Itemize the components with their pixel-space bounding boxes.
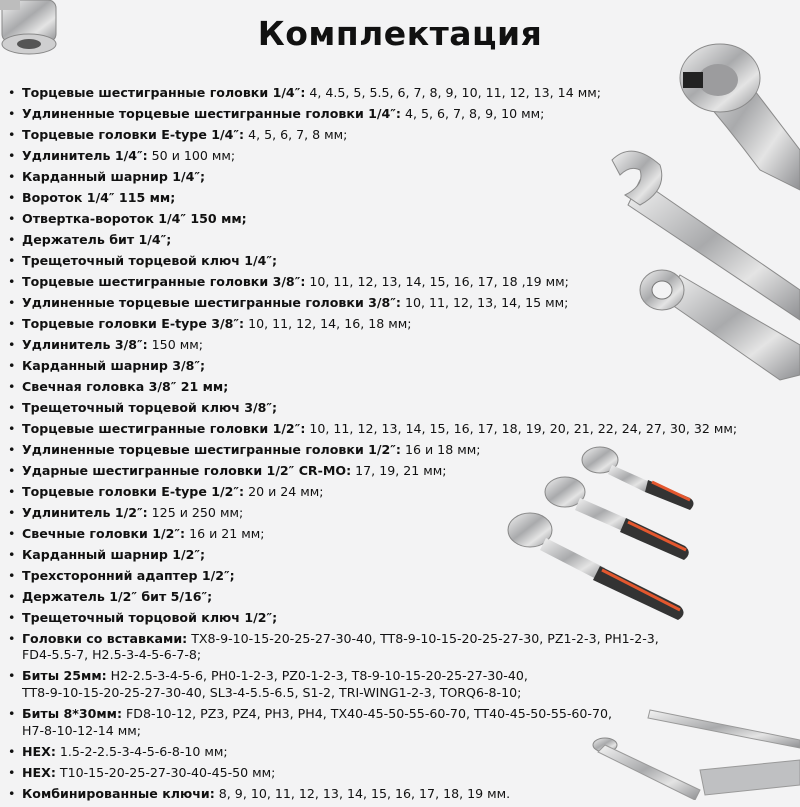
spec-name: Ударные шестигранные головки 1/2″ CR-MO:: [22, 462, 352, 478]
spec-name: Торцевые головки E-type 1/2″:: [22, 483, 245, 499]
list-item: [8, 85, 788, 102]
list-item: [8, 169, 788, 186]
spec-name: Отвертка-вороток 1/4″ 150 мм;: [22, 210, 247, 226]
list-item: [8, 568, 788, 585]
spec-name: Удлинитель 1/2″:: [22, 504, 148, 520]
spec-value: 125 и 250 мм;: [151, 504, 244, 520]
list-item: [8, 232, 788, 249]
spec-name: Держатель бит 1/4″;: [22, 231, 172, 247]
list-item: [8, 190, 788, 207]
spec-value: 150 мм;: [151, 336, 203, 352]
spec-name: Держатель 1/2″ бит 5/16″;: [22, 588, 213, 604]
list-item: [8, 295, 788, 312]
spec-name: Трещеточный торцевой ключ 1/4″;: [22, 252, 278, 268]
list-item: [8, 337, 788, 354]
list-item: [8, 127, 788, 144]
spec-value: 4, 5, 6, 7, 8 мм;: [248, 126, 348, 142]
spec-name: Биты 8*30мм:: [22, 706, 122, 722]
spec-name: HEX:: [22, 764, 56, 780]
list-item: [8, 589, 788, 606]
spec-name: Карданный шарнир 3/8″;: [22, 357, 206, 373]
spec-name: Торцевые шестигранные головки 1/4″:: [22, 85, 306, 100]
spec-value: 20 и 24 мм;: [248, 483, 324, 499]
spec-list: [8, 85, 788, 807]
spec-name: Головки со вставками:: [22, 630, 188, 646]
spec-value: H2-2.5-3-4-5-6, PH0-1-2-3, PZ0-1-2-3, T8-9-10-15-20-25-27-30-40, TT8-9-10-15-20-25-27-30-40, SL3-4-5.5-6.5, S1-2, TRI-WING1-2-3, TORQ6-8-10;: [22, 668, 528, 701]
list-item: [8, 148, 788, 165]
spec-value: 50 и 100 мм;: [151, 147, 236, 163]
page-title: Комплектация: [257, 14, 543, 53]
list-item: [8, 706, 788, 740]
spec-name: Карданный шарнир 1/2″;: [22, 546, 206, 562]
spec-name: Трещеточный торцевой ключ 3/8″;: [22, 399, 278, 415]
spec-name: Вороток 1/4″ 115 мм;: [22, 189, 176, 205]
list-item: [8, 744, 788, 761]
list-item: [8, 786, 788, 803]
list-item: [8, 463, 788, 480]
list-item: [8, 253, 788, 270]
spec-value: 1.5-2-2.5-3-4-5-6-8-10 мм;: [59, 743, 228, 759]
list-item: [8, 358, 788, 375]
spec-name: Комбинированные ключи:: [22, 785, 215, 801]
spec-name: Удлиненные торцевые шестигранные головки 3/8″:: [22, 294, 401, 310]
spec-name: Карданный шарнир 1/4″;: [22, 168, 206, 184]
list-item: [8, 547, 788, 564]
spec-name: Торцевые шестигранные головки 3/8″:: [22, 273, 306, 289]
spec-value: 16 и 21 мм;: [189, 525, 265, 541]
spec-name: Удлиненные торцевые шестигранные головки 1/4″:: [22, 105, 401, 121]
spec-value: 10, 11, 12, 13, 14, 15, 16, 17, 18, 19, 20, 21, 22, 24, 27, 30, 32 мм;: [309, 420, 738, 436]
list-item: [8, 668, 788, 702]
list-item: [8, 211, 788, 228]
list-item: [8, 442, 788, 459]
spec-value: TX8-9-10-15-20-25-27-30-40, TT8-9-10-15-20-25-27-30, PZ1-2-3, PH1-2-3, FD4-5.5-7, H2.5-3-4-5-6-7-8;: [22, 630, 659, 663]
list-item: [8, 610, 788, 627]
spec-name: Свечные головки 1/2″:: [22, 525, 186, 541]
spec-name: HEX:: [22, 743, 56, 759]
list-item: [8, 316, 788, 333]
spec-name: Свечная головка 3/8″ 21 мм;: [22, 378, 229, 394]
spec-value: 16 и 18 мм;: [404, 441, 481, 457]
spec-value: 4, 4.5, 5, 5.5, 6, 7, 8, 9, 10, 11, 12, 13, 14 мм;: [309, 85, 601, 100]
list-item: [8, 631, 788, 665]
spec-name: Биты 25мм:: [22, 668, 107, 684]
spec-name: Удлинитель 1/4″:: [22, 147, 148, 163]
list-item: [8, 106, 788, 123]
spec-value: 17, 19, 21 мм;: [355, 462, 447, 478]
spec-value: 10, 11, 12, 14, 16, 18 мм;: [248, 315, 412, 331]
spec-name: Торцевые головки E-type 1/4″:: [22, 126, 245, 142]
list-item: [8, 765, 788, 782]
spec-value: 10, 11, 12, 13, 14, 15, 16, 17, 18 ,19 мм;: [309, 273, 569, 289]
spec-name: Трещеточный торцовой ключ 1/2″;: [22, 609, 278, 625]
spec-value: T10-15-20-25-27-30-40-45-50 мм;: [59, 764, 276, 780]
list-item: [8, 274, 788, 291]
list-item: [8, 526, 788, 543]
spec-name: Трехсторонний адаптер 1/2″;: [22, 567, 235, 583]
spec-name: Торцевые шестигранные головки 1/2″:: [22, 420, 306, 436]
spec-value: 4, 5, 6, 7, 8, 9, 10 мм;: [404, 105, 545, 121]
list-item: [8, 421, 788, 438]
spec-value: 8, 9, 10, 11, 12, 13, 14, 15, 16, 17, 18, 19 мм.: [218, 785, 511, 801]
spec-value: 10, 11, 12, 13, 14, 15 мм;: [404, 294, 569, 310]
list-item: [8, 484, 788, 501]
list-item: [8, 400, 788, 417]
list-item: [8, 505, 788, 522]
spec-value: FD8-10-12, PZ3, PZ4, PH3, PH4, TX40-45-50-55-60-70, TT40-45-50-55-60-70, H7-8-10-12-14 мм;: [22, 706, 613, 738]
list-item: [8, 379, 788, 396]
spec-name: Удлиненные торцевые шестигранные головки 1/2″:: [22, 441, 401, 457]
spec-name: Торцевые головки E-type 3/8″:: [22, 315, 245, 331]
spec-name: Удлинитель 3/8″:: [22, 336, 148, 352]
